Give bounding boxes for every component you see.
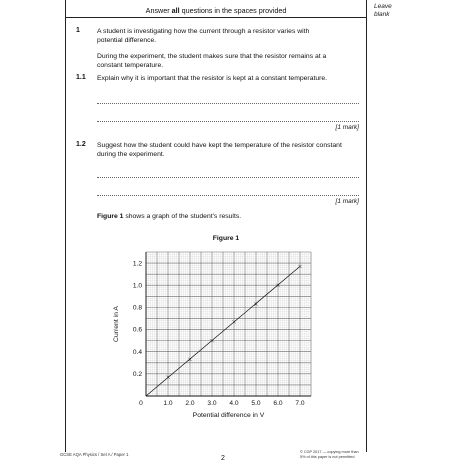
blank-label: blank (374, 11, 390, 18)
mark-allocation: [1 mark] (335, 198, 359, 205)
x-axis-label: Potential difference in V (192, 412, 265, 419)
x-tick-label: 1.0 (163, 400, 173, 407)
y-tick-label: 1.0 (132, 282, 142, 290)
leave-label: Leave (374, 3, 392, 10)
page-number: 2 (221, 455, 225, 462)
tick-labels (113, 260, 305, 419)
y-tick-label: 0.6 (132, 326, 142, 334)
x-tick-label: 0 (139, 400, 143, 407)
x-tick-label: 2.0 (185, 400, 195, 407)
y-tick-label: 1.2 (132, 260, 142, 268)
x-tick-label: 6.0 (273, 400, 283, 407)
x-tick-label: 3.0 (207, 400, 217, 407)
mark-allocation: [1 mark] (335, 124, 359, 131)
question-text: Explain why it is important that the resistor is kept at a constant temperature. (97, 75, 328, 82)
y-tick-label: 0.2 (132, 371, 142, 379)
copyright-notice: © CGP 2017 — copying more than 5% of this paper is not permitted (300, 450, 359, 459)
y-tick-label: 0.4 (132, 348, 142, 356)
x-tick-label: 5.0 (251, 400, 261, 407)
figure-title: Figure 1 (212, 235, 240, 242)
chart-axes (146, 252, 311, 396)
y-tick-label: 0.8 (132, 304, 142, 312)
y-axis-label: Current in A (113, 306, 120, 342)
question-stem: A student is investigating how the current through a resistor varies with potential difference. During the experiment, the student makes sure that the resistor remains at a constant temperature. (97, 28, 327, 69)
chart-grid (146, 252, 311, 396)
question-text: Suggest how the student could have kept the temperature of the resistor constant during the experiment. (97, 142, 342, 158)
question-number: 1.1 (76, 74, 86, 81)
x-tick-label: 4.0 (229, 400, 239, 407)
figure-intro: Figure 1 shows a graph of the student's results. (97, 213, 242, 220)
page-instruction: Answer all questions in the spaces provided (145, 6, 287, 15)
question-number: 1 (76, 27, 80, 34)
x-tick-label: 7.0 (295, 400, 305, 407)
footer-paper-label: GCSE AQA Physics / Set A / Paper 1 (60, 452, 129, 457)
question-number: 1.2 (76, 141, 86, 148)
